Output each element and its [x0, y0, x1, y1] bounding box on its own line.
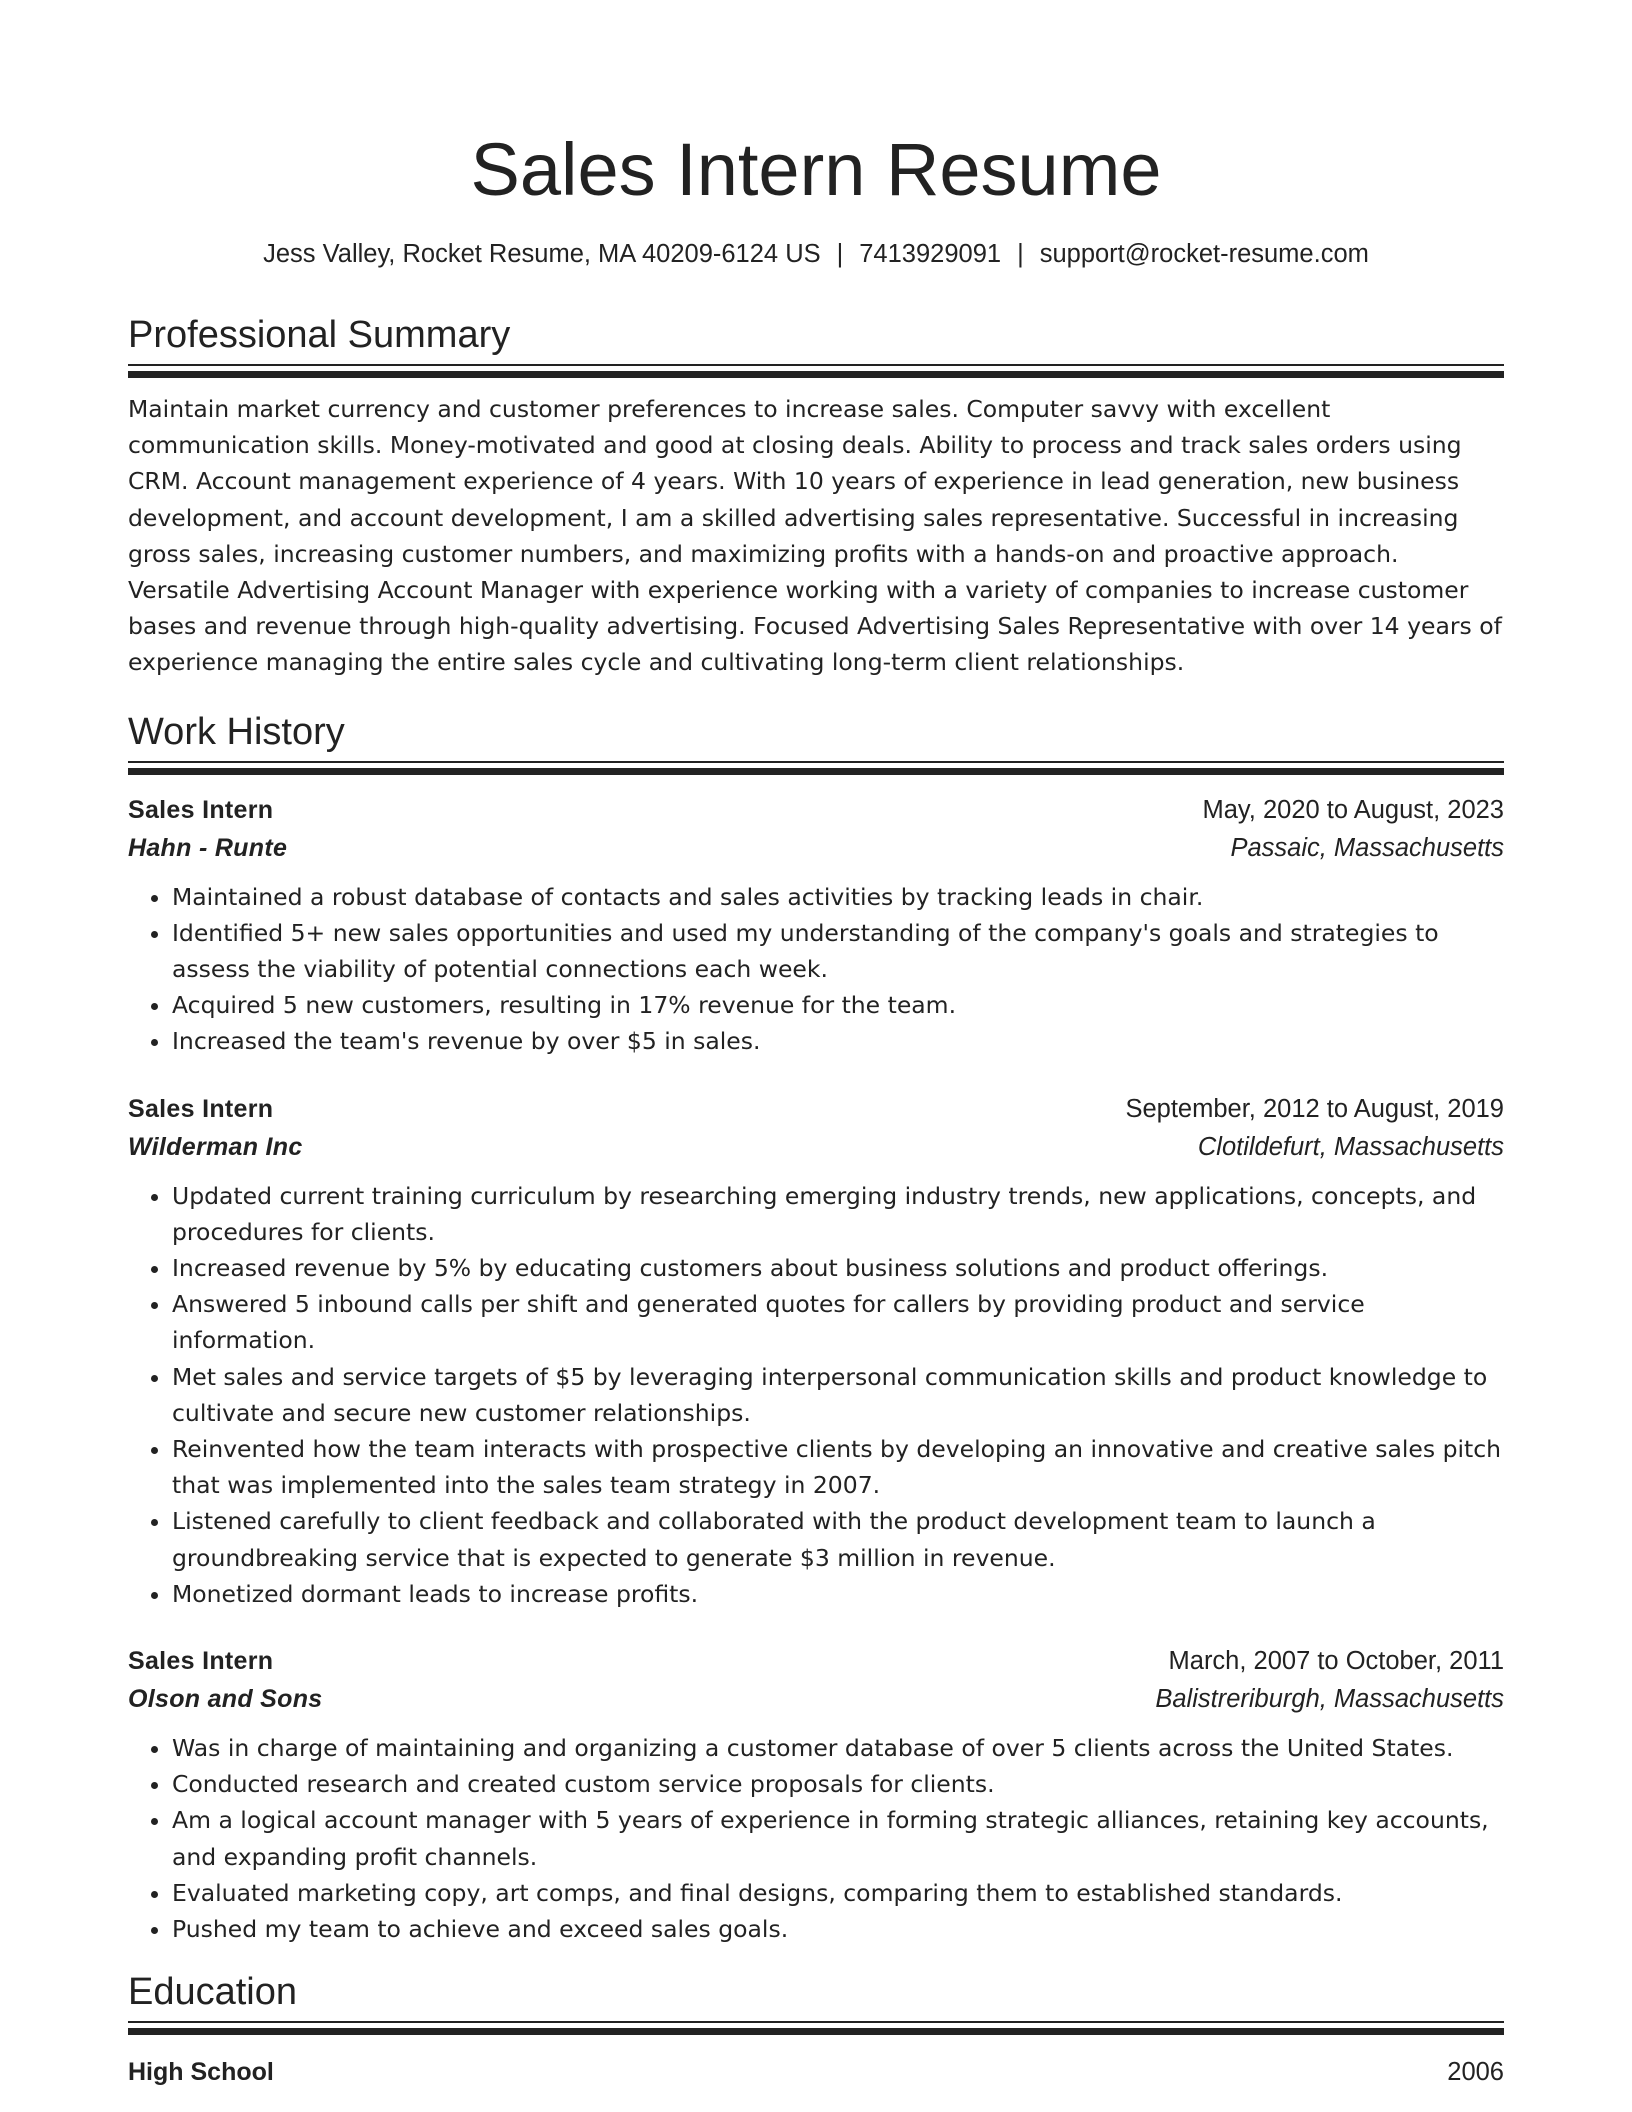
- job-title: Sales Intern: [128, 795, 274, 824]
- job-dates: May, 2020 to August, 2023: [1202, 795, 1504, 824]
- job-company: Hahn - Runte: [128, 833, 288, 862]
- education-title: High School: [128, 2058, 274, 2087]
- job-bullet: • Increased the team's revenue by over $5 in sales.: [172, 1023, 1504, 1059]
- job-entry: [128, 1090, 1504, 1612]
- job-title: Sales Intern: [128, 1094, 274, 1123]
- job-bullet: • Reinvented how the team interacts with prospective clients by developing an innovative and creative sales pitch that was implemented into the sales team strategy in 2007.: [172, 1431, 1504, 1503]
- job-bullets: [128, 879, 1504, 1060]
- job-bullet: • Listened carefully to client feedback and collaborated with the product development team to launch a groundbreaking service that is expected to generate $3 million in revenue.: [172, 1503, 1504, 1575]
- job-location: Balistreriburgh, Massachusetts: [1155, 1685, 1504, 1714]
- education-section: [128, 1967, 1504, 2091]
- job-dates: September, 2012 to August, 2019: [1125, 1094, 1504, 1123]
- section-divider: [128, 761, 1504, 775]
- job-bullet: • Met sales and service targets of $5 by leveraging interpersonal communication skills and product knowledge to cultivate and secure new customer relationships.: [172, 1359, 1504, 1431]
- job-header: [128, 1642, 1504, 1680]
- summary-heading: Professional Summary: [128, 314, 511, 356]
- job-header: [128, 1090, 1504, 1128]
- job-title: Sales Intern: [128, 1647, 274, 1676]
- job-entry: [128, 791, 1504, 1060]
- education-heading: Education: [128, 1971, 298, 2014]
- summary-section: [128, 310, 1504, 681]
- job-location: Passaic, Massachusetts: [1230, 833, 1504, 862]
- job-bullet: • Evaluated marketing copy, art comps, and final designs, comparing them to established standards.: [172, 1875, 1504, 1911]
- job-bullet: • Pushed my team to achieve and exceed sales goals.: [172, 1911, 1504, 1947]
- section-divider: [128, 2021, 1504, 2035]
- job-bullets: [128, 1178, 1504, 1612]
- contact-email: support@rocket-resume.com: [1039, 240, 1369, 268]
- contact-separator: |: [836, 240, 844, 268]
- job-bullet: • Increased revenue by 5% by educating customers about business solutions and product offerings.: [172, 1250, 1504, 1286]
- summary-text: Maintain market currency and customer preferences to increase sales. Computer savvy with excellent communication skills. Money-motivated and good at closing deals. Ability to process and track sales orders using CRM. Account management experience of 4 years. With 10 years of experience in lead generation, new business development, and account development, I am a skilled advertising sales representative. Successful in increasing gross sales, increasing customer numbers, and maximizing profits with a hands-on and proactive approach. Versatile Advertising Account Manager with experience working with a variety of companies to increase customer bases and revenue through high-quality advertising. Focused Advertising Sales Representative with over 14 years of experience managing the entire sales cycle and cultivating long-term client relationships.: [128, 395, 1502, 677]
- job-subheader: [128, 1680, 1504, 1718]
- work-history-section: [128, 707, 1504, 1948]
- job-subheader: [128, 1128, 1504, 1166]
- job-bullet: • Updated current training curriculum by researching emerging industry trends, new applications, concepts, and procedures for clients.: [172, 1178, 1504, 1250]
- contact-line: [128, 236, 1504, 272]
- job-bullet: • Am a logical account manager with 5 years of experience in forming strategic alliances, retaining key accounts, and expanding profit channels.: [172, 1802, 1504, 1874]
- job-bullet: • Identified 5+ new sales opportunities and used my understanding of the company's goals and strategies to assess the viability of potential connections each week.: [172, 915, 1504, 987]
- work-history-heading: Work History: [128, 710, 345, 753]
- contact-phone: 7413929091: [859, 240, 1002, 268]
- job-company: Wilderman Inc: [128, 1132, 303, 1161]
- job-entry: [128, 1642, 1504, 1947]
- job-company: Olson and Sons: [128, 1685, 323, 1714]
- job-bullet: • Acquired 5 new customers, resulting in 17% revenue for the team.: [172, 987, 1504, 1023]
- education-entry: [128, 2053, 1504, 2091]
- job-bullet: • Answered 5 inbound calls per shift and generated quotes for callers by providing product and service information.: [172, 1286, 1504, 1358]
- contact-separator: |: [1017, 240, 1024, 268]
- job-location: Clotildefurt, Massachusetts: [1197, 1132, 1504, 1161]
- job-bullets: [128, 1730, 1504, 1947]
- section-divider: [128, 364, 1504, 378]
- job-bullet: • Was in charge of maintaining and organizing a customer database of over 5 clients across the United States.: [172, 1730, 1504, 1766]
- job-bullet: • Monetized dormant leads to increase profits.: [172, 1576, 1504, 1612]
- education-year: 2006: [1447, 2058, 1504, 2087]
- job-bullet: • Maintained a robust database of contacts and sales activities by tracking leads in chair.: [172, 879, 1504, 915]
- job-header: [128, 791, 1504, 829]
- job-bullet: • Conducted research and created custom service proposals for clients.: [172, 1766, 1504, 1802]
- job-dates: March, 2007 to October, 2011: [1168, 1647, 1504, 1676]
- job-subheader: [128, 829, 1504, 867]
- resume-title: Sales Intern Resume: [470, 128, 1162, 211]
- contact-address: Jess Valley, Rocket Resume, MA 40209-6124 US: [263, 240, 821, 268]
